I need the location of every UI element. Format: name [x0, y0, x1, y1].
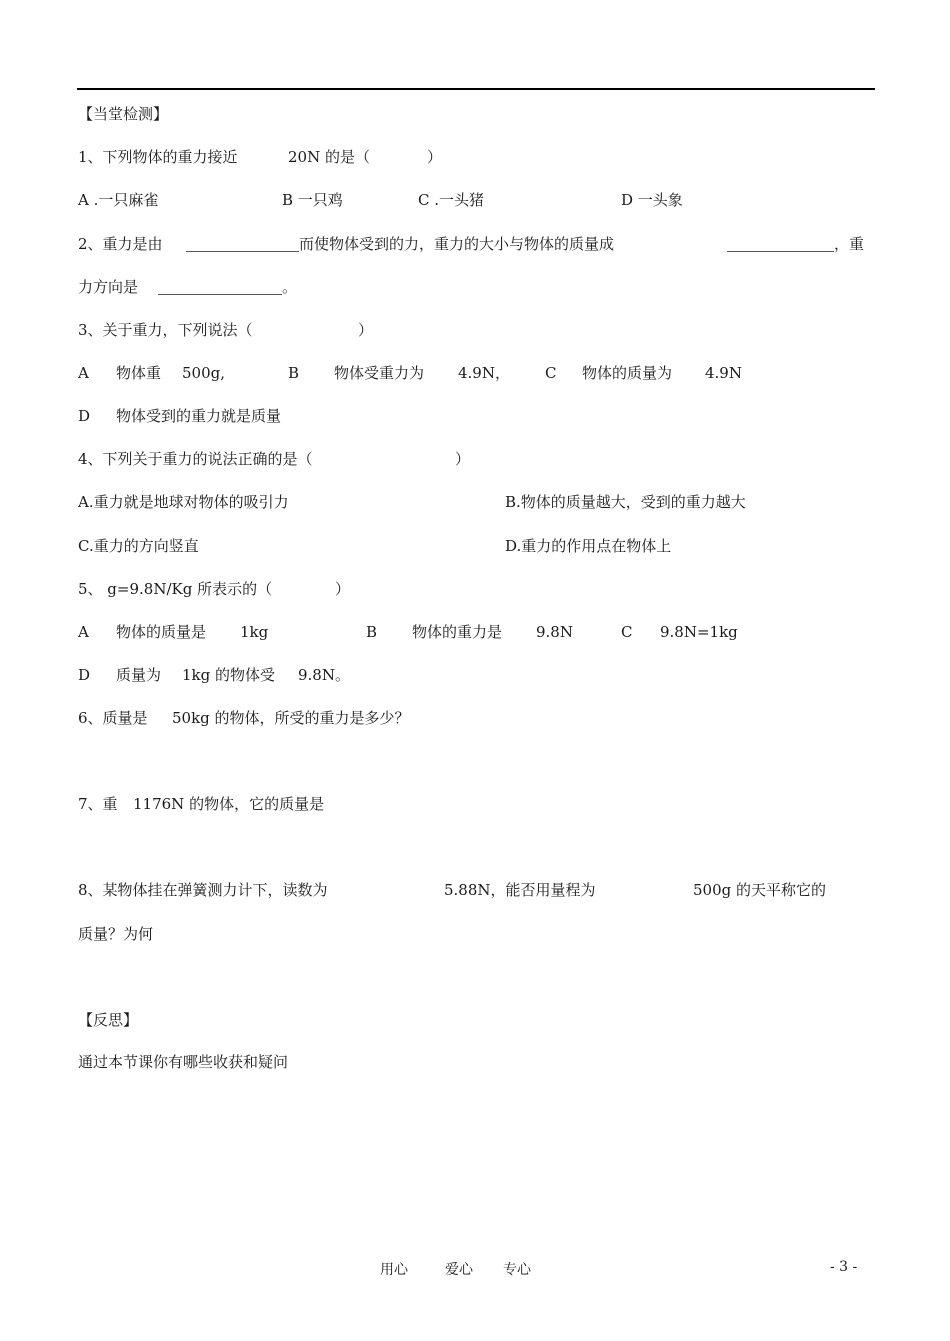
- page-number: - 3 -: [830, 1259, 858, 1275]
- q5-option-c-value: 9.8N=1kg: [660, 623, 738, 641]
- q5-option-b-text: 物体的重力是: [412, 623, 503, 641]
- question-2-mid: 而使物体受到的力，重力的大小与物体的质量成: [299, 235, 615, 253]
- q4-option-d: D.重力的作用点在物体上: [505, 537, 672, 555]
- q4-option-a: A.重力就是地球对物体的吸引力: [78, 493, 289, 511]
- q5-option-b-value: 9.8N: [536, 623, 573, 641]
- q5-option-a-label: A: [78, 623, 89, 641]
- question-8-start: 8、某物体挂在弹簧测力计下，读数为: [78, 881, 328, 899]
- q5-option-d-text: 质量为: [116, 666, 162, 684]
- answer-blank: [158, 294, 282, 295]
- reflection-title: 【反思】: [78, 1011, 139, 1029]
- q3-option-c-text: 物体的质量为: [582, 364, 673, 382]
- question-2-tail: ，重: [834, 235, 865, 253]
- q1-option-b: B 一只鸡: [282, 191, 343, 209]
- q3-option-b-label: B: [288, 364, 300, 382]
- section-title: 【当堂检测】: [78, 105, 169, 123]
- q3-option-b-value: 4.9N，: [458, 364, 510, 382]
- footer-left: 用心: [380, 1262, 408, 1278]
- question-2-end: 。: [282, 278, 298, 296]
- question-6-text: 50kg 的物体，所受的重力是多少？: [172, 709, 410, 727]
- q5-option-b-label: B: [366, 623, 378, 641]
- q5-option-a-text: 物体的质量是: [116, 623, 207, 641]
- question-6-start: 6、质量是: [78, 709, 148, 727]
- question-4-end: ）: [455, 450, 471, 468]
- answer-blank: [186, 251, 299, 252]
- question-5-end: ）: [335, 580, 351, 598]
- q3-option-d-text: 物体受到的重力就是质量: [116, 407, 282, 425]
- question-3-end: ）: [358, 321, 374, 339]
- q5-option-a-value: 1kg: [240, 623, 269, 641]
- header-rule: [77, 88, 875, 90]
- question-7-start: 7、重: [78, 795, 118, 813]
- q4-option-b: B.物体的质量越大，受到的重力越大: [505, 493, 746, 511]
- q1-option-d: D 一头象: [621, 191, 683, 209]
- q1-option-c: C .一头猪: [418, 191, 485, 209]
- question-1-end: ）: [427, 148, 443, 166]
- q3-option-a-text: 物体重: [116, 364, 162, 382]
- question-3-stem: 3、关于重力，下列说法（: [78, 321, 253, 339]
- q3-option-c-value: 4.9N: [705, 364, 742, 382]
- q3-option-b-text: 物体受重力为: [334, 364, 425, 382]
- answer-blank: [727, 251, 834, 252]
- q3-option-c-label: C: [545, 364, 557, 382]
- q3-option-a-label: A: [78, 364, 89, 382]
- question-2-line2: 力方向是: [78, 278, 139, 296]
- question-8-mid: 5.88N，能否用量程为: [444, 881, 596, 899]
- q3-option-a-value: 500g,: [182, 364, 226, 382]
- q5-option-d-value: 1kg 的物体受: [182, 666, 276, 684]
- q5-option-d-value-2: 9.8N。: [298, 666, 350, 684]
- question-4-stem: 4、下列关于重力的说法正确的是（: [78, 450, 313, 468]
- question-8-line2: 质量？为何: [78, 925, 154, 943]
- question-7-text: 1176N 的物体，它的质量是: [133, 795, 325, 813]
- footer-mid-2: 专心: [503, 1262, 531, 1278]
- question-2-start: 2、重力是由: [78, 235, 163, 253]
- question-8-tail: 500g 的天平称它的: [693, 881, 827, 899]
- q4-option-c: C.重力的方向竖直: [78, 537, 199, 555]
- footer-mid-1: 爱心: [445, 1262, 473, 1278]
- reflection-text: 通过本节课你有哪些收获和疑问: [78, 1053, 289, 1071]
- question-1-value: 20N 的是（: [288, 148, 370, 166]
- question-1-stem: 1、下列物体的重力接近: [78, 148, 238, 166]
- q5-option-d-label: D: [78, 666, 91, 684]
- q1-option-a: A .一只麻雀: [78, 191, 159, 209]
- q5-option-c-label: C: [621, 623, 633, 641]
- question-5-stem: 5、 g=9.8N/Kg 所表示的（: [78, 580, 273, 598]
- q3-option-d-label: D: [78, 407, 91, 425]
